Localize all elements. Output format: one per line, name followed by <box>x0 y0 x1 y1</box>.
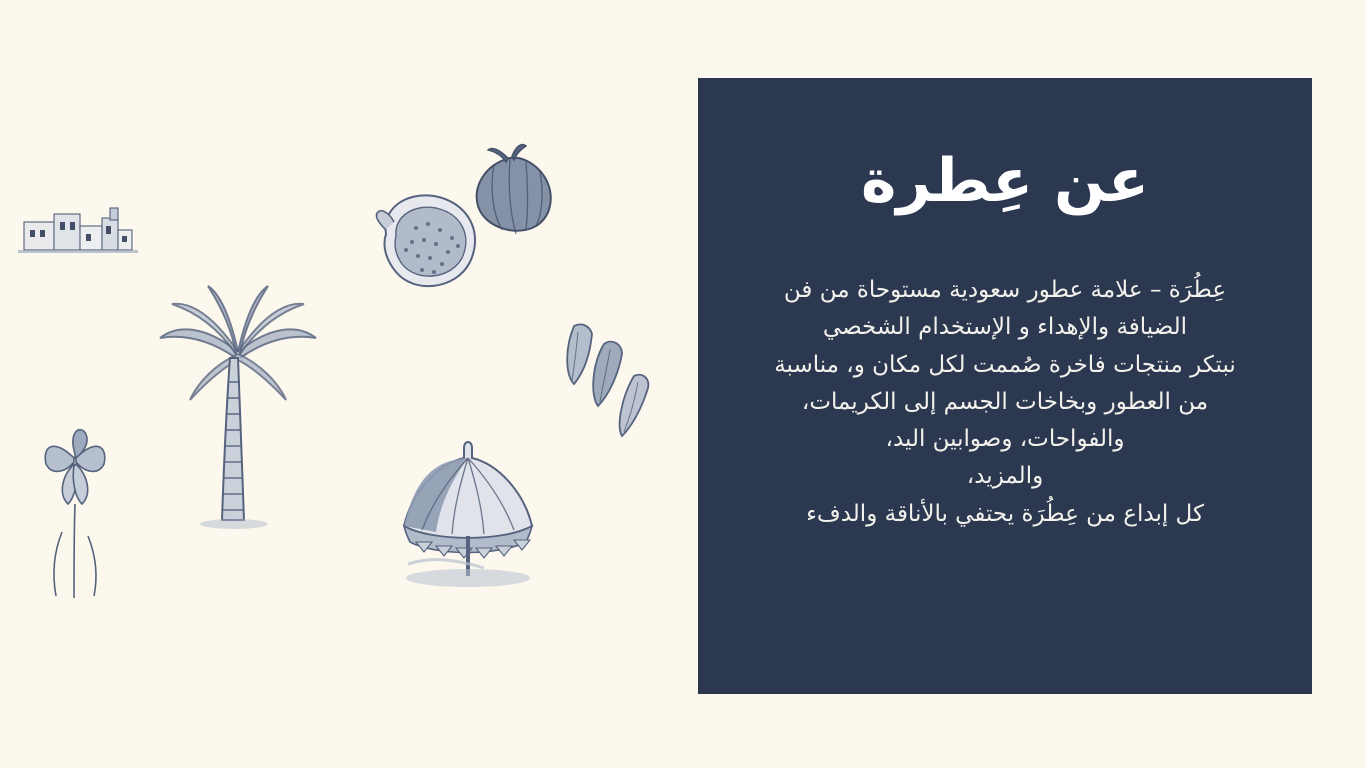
about-line: الضيافة والإهداء و الإستخدام الشخصي <box>822 314 1188 341</box>
palm-tree-illustration <box>150 282 326 530</box>
about-line: كل إبداع من عِطُرَة يحتفي بالأناقة والدفء <box>806 500 1204 527</box>
about-line: والفواحات، وصوابين اليد، <box>885 426 1125 452</box>
about-line: من العطور وبخاخات الجسم إلى الكريمات، <box>801 388 1209 415</box>
page-title: عن عِطرة <box>860 146 1150 216</box>
about-body <box>744 272 1266 533</box>
about-line: نبتكر منتجات فاخرة صُممت لكل مكان و، مناسبة <box>774 351 1236 378</box>
about-panel <box>698 78 1312 694</box>
iris-flower-illustration <box>24 412 126 602</box>
about-line: عِطُرَة – علامة عطور سعودية مستوحاة من فن <box>783 277 1227 303</box>
fig-whole-illustration <box>464 142 558 238</box>
oud-wood-illustration <box>560 320 666 446</box>
about-line: والمزيد، <box>966 463 1044 490</box>
village-illustration <box>18 192 138 264</box>
tent-illustration <box>392 436 546 588</box>
